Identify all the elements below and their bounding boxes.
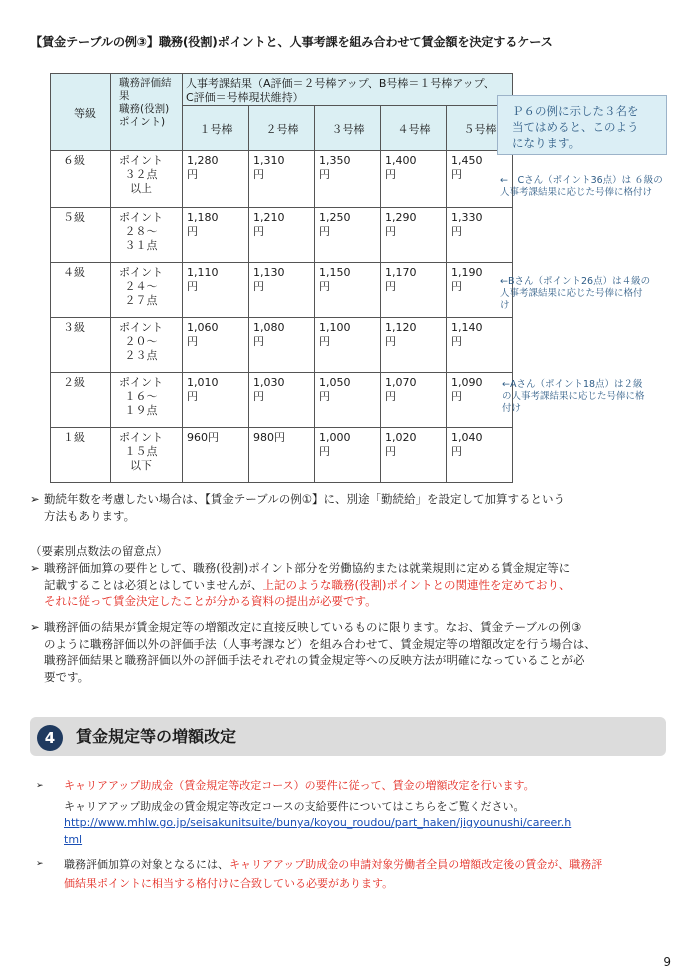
wage-cell: 1,210 円 — [249, 208, 315, 263]
wage-cell: 1,090 円 — [447, 373, 513, 428]
wage-cell: 960円 — [183, 428, 249, 483]
wage-cell: 1,150 円 — [315, 263, 381, 318]
points-cell: ポイント ２８～ ３１点 — [111, 208, 183, 263]
header-evaluation: 人事考課結果（A評価＝２号棒アップ、B号棒＝１号棒アップ、 C評価＝号棒現状維持） — [183, 74, 513, 106]
table-row — [51, 263, 513, 318]
points-cell: ポイント ２０～ ２３点 — [111, 318, 183, 373]
bullet-3: ➢ 職務評価の結果が賃金規定等の増額改定に直接反映しているものに限ります。なお、賃金テーブルの例③ のように職務評価以外の評価手法（人事考課など）を組み合わせて、賃金規定等の増額改定を行う場合は、 職務評価結果と職務評価以外の評価手法それぞれの賃金規定等への反映方法が明確になっていることが必 要です。 — [30, 620, 596, 684]
wage-cell: 1,110 円 — [183, 263, 249, 318]
wage-cell: 1,080 円 — [249, 318, 315, 373]
page-number: 9 — [663, 955, 671, 969]
section-heading: （要素別点数法の留意点） — [30, 544, 168, 558]
wage-cell: 1,120 円 — [381, 318, 447, 373]
wage-cell: 1,050 円 — [315, 373, 381, 428]
wage-cell: 1,190 円 — [447, 263, 513, 318]
wage-cell: 980円 — [249, 428, 315, 483]
bullet-4: ➢ キャリアアップ助成金（賃金規定等改定コース）の要件に従って、賃金の増額改定を行います。 キャリアアップ助成金の賃金規定等改定コースの支給要件についてはこちらをご覧ください。 http://www.mhlw.go.jp/seisakunitsuite/bunya/koyou_roudou/part_haken/jigyounushi/career.h tml — [36, 779, 572, 846]
wage-cell: 1,100 円 — [315, 318, 381, 373]
note-c: ← Cさん（ポイント36点）は ６級の 人事考課結果に応じた号俸に格付け — [500, 175, 663, 198]
grade-cell: １級 — [51, 428, 111, 483]
wage-cell: 1,020 円 — [381, 428, 447, 483]
wage-table — [50, 73, 513, 483]
wage-cell: 1,310 円 — [249, 151, 315, 208]
grade-cell: ４級 — [51, 263, 111, 318]
note-a: ←Aさん（ポイント18点）は２級 の人事考課結果に応じた号俸に格 付け — [502, 379, 645, 414]
col-header: ３号棒 — [315, 106, 381, 151]
wage-cell: 1,030 円 — [249, 373, 315, 428]
example-title: 【賃金テーブルの例③】職務(役割)ポイントと、人事考課を組み合わせて賃金額を決定するケース — [30, 35, 553, 49]
header-points: 職務評価結 果 職務(役割) ポイント) — [111, 74, 183, 151]
table-row — [51, 208, 513, 263]
wage-cell: 1,010 円 — [183, 373, 249, 428]
section-number: 4 — [37, 725, 63, 751]
career-link-cont[interactable]: tml — [64, 832, 83, 846]
wage-cell: 1,060 円 — [183, 318, 249, 373]
wage-cell: 1,140 円 — [447, 318, 513, 373]
wage-cell: 1,330 円 — [447, 208, 513, 263]
bullet-5: ➢ 職務評価加算の対象となるには、キャリアアップ助成金の申請対象労働者全員の増額改定後の賃金が、職務評 価結果ポイントに相当する格付けに合致している必要があります。 — [36, 858, 603, 890]
grade-cell: ５級 — [51, 208, 111, 263]
wage-cell: 1,180 円 — [183, 208, 249, 263]
wage-cell: 1,170 円 — [381, 263, 447, 318]
bullet-1: ➢ 勤続年数を考慮したい場合は、【賃金テーブルの例①】に、別途「勤続給」を設定して加算するという 方法もあります。 — [30, 492, 566, 523]
wage-cell: 1,040 円 — [447, 428, 513, 483]
wage-cell: 1,350 円 — [315, 151, 381, 208]
table-row — [51, 373, 513, 428]
bullet-2: ➢ 職務評価加算の要件として、職務(役割)ポイント部分を労働協約または就業規則に定める賃金規定等に 記載することは必須とはしていませんが、上記のような職務(役割)ポイントとの関連性を定めており、 それに従って賃金決定したことが分かる資料の提出が必要です。 — [30, 561, 571, 608]
grade-cell: ６級 — [51, 151, 111, 208]
wage-cell: 1,450 円 — [447, 151, 513, 208]
header-grade: 等級 — [51, 74, 111, 151]
col-header: １号棒 — [183, 106, 249, 151]
wage-cell: 1,000 円 — [315, 428, 381, 483]
points-cell: ポイント ２４～ ２７点 — [111, 263, 183, 318]
wage-cell: 1,070 円 — [381, 373, 447, 428]
table-row — [51, 151, 513, 208]
col-header: ４号棒 — [381, 106, 447, 151]
table-row — [51, 428, 513, 483]
note-b: ←Bさん（ポイント26点）は４級の 人事考課結果に応じた号俸に格付 け — [500, 276, 651, 311]
wage-cell: 1,290 円 — [381, 208, 447, 263]
callout-box: Ｐ６の例に示した３名を 当てはめると、このよう になります。 — [497, 95, 667, 155]
wage-cell: 1,250 円 — [315, 208, 381, 263]
wage-cell: 1,280 円 — [183, 151, 249, 208]
section-title: 賃金規定等の増額改定 — [76, 727, 237, 746]
career-link[interactable]: http://www.mhlw.go.jp/seisakunitsuite/bunya/koyou_roudou/part_haken/jigyounushi/career.h — [64, 816, 572, 829]
col-header: ２号棒 — [249, 106, 315, 151]
points-cell: ポイント １６～ １９点 — [111, 373, 183, 428]
col-header: ５号棒 — [447, 106, 513, 151]
points-cell: ポイント ３２点 以上 — [111, 151, 183, 208]
wage-cell: 1,400 円 — [381, 151, 447, 208]
wage-cell: 1,130 円 — [249, 263, 315, 318]
points-cell: ポイント １５点 以下 — [111, 428, 183, 483]
table-row — [51, 318, 513, 373]
grade-cell: ２級 — [51, 373, 111, 428]
grade-cell: ３級 — [51, 318, 111, 373]
